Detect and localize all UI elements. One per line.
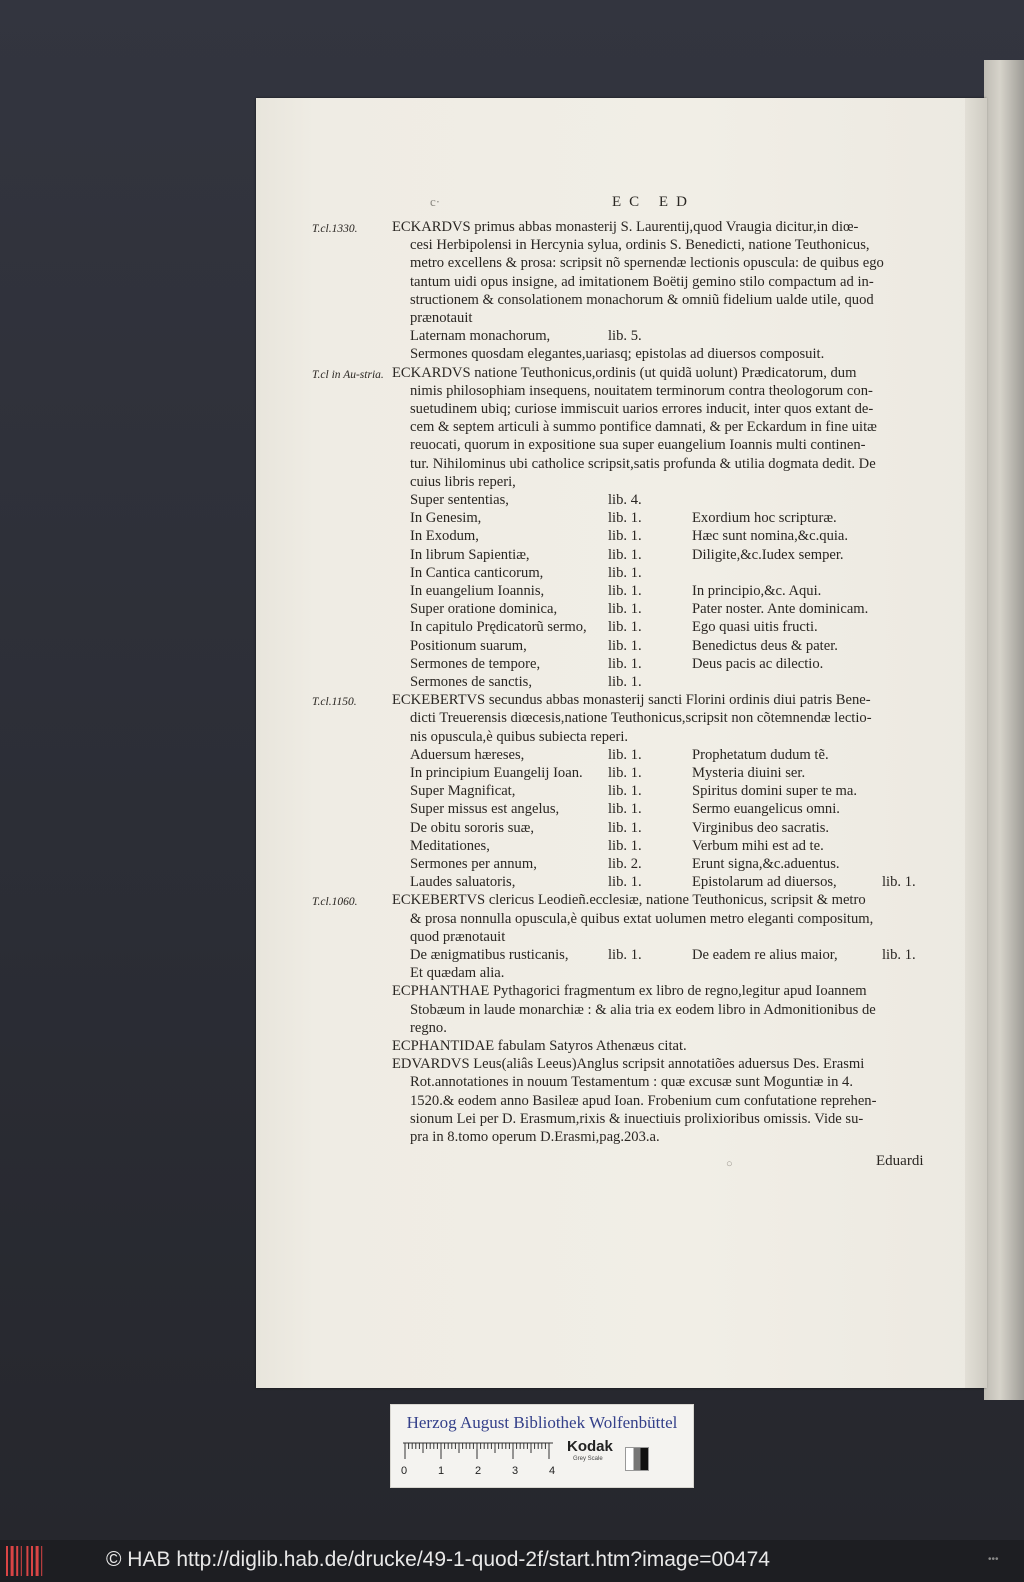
- entry-line: tantum uidi opus insigne, ad imitationem Boëtij gemino stilo compactum ad in-: [410, 273, 874, 290]
- entry-line: dicti Treuerensis diœcesis,natione Teuthonicus,scripsit non cõtemnendæ lectio-: [410, 710, 872, 727]
- book-count: lib. 1.: [608, 874, 642, 891]
- book-count: lib. 1.: [608, 601, 642, 618]
- incipit: Sermo euangelicus omni.: [692, 801, 840, 818]
- work-title: Sermones per annum,: [410, 856, 537, 872]
- entry-line: tur. Nihilominus ubi catholice scripsit,satis profunda & utilia dogmata dedit. De: [410, 455, 876, 472]
- footer-bar: [0, 1540, 1024, 1582]
- entry-line: structionem & consolationem monachorum & omniũ fidelium ualde utile, quod: [410, 291, 874, 308]
- book-count: lib. 1.: [608, 583, 642, 599]
- entry-line: nimis philosophiam insequens, nouitatem terminorum contra theologorum con-: [410, 382, 873, 399]
- entry-line: quod prænotauit: [410, 928, 506, 945]
- ruler-label: 1: [438, 1465, 445, 1477]
- work-title: In principium Euangelij Ioan.: [410, 765, 583, 781]
- book-count-extra: lib. 1.: [882, 947, 916, 963]
- work-title: In Genesim,: [410, 510, 482, 527]
- work-title: Sermones de tempore,: [410, 655, 541, 672]
- entry-line: cesi Herbipolensi in Hercynia sylua, ordinis S. Benedicti, natione Teuthonicus,: [410, 237, 870, 254]
- incipit: Benedictus deus & pater.: [692, 637, 838, 654]
- page-stain-mark: ○: [726, 1158, 733, 1170]
- work-title: Positionum suarum,: [410, 637, 527, 654]
- entry-line: cuius libris reperi,: [410, 473, 516, 490]
- book-count: lib. 1.: [608, 947, 642, 963]
- entry-line: prænotauit: [410, 310, 473, 326]
- work-title: Super oratione dominica,: [410, 601, 558, 618]
- entry-heading-line: ECKEBERTVS clericus Leodieñ.ecclesiæ, natione Teuthonicus, scripsit & metro: [392, 892, 866, 909]
- entry-line: sionum Lei per D. Erasmum,rixis & inuectiuis prolixioribus omissis. Vide su-: [410, 1110, 864, 1127]
- book-count: lib. 1.: [608, 783, 642, 800]
- footer-copyright-url: © HAB http://diglib.hab.de/drucke/49-1-quod-2f/start.htm?image=00474: [106, 1548, 770, 1571]
- incipit: Verbum mihi est ad te.: [692, 837, 824, 854]
- incipit: Mysteria diuini ser.: [692, 765, 806, 781]
- book-count: lib. 1.: [608, 619, 642, 636]
- book-count: lib. 1.: [608, 510, 642, 527]
- book-count: lib. 1.: [608, 564, 642, 581]
- page-mark: c·: [430, 194, 441, 209]
- incipit: Prophetatum dudum tẽ.: [692, 746, 829, 763]
- incipit: Deus pacis ac dilectio.: [692, 655, 824, 672]
- footer-dots: •••: [988, 1554, 999, 1565]
- entry-heading-line: EDVARDVS Leus(aliâs Leeus)Anglus scripsit annotatiões aduersus Des. Erasmi: [392, 1056, 865, 1073]
- entry-line: suetudinem ubiq; curiose immiscuit uarios errores inducit, inter quos extant de-: [410, 401, 874, 417]
- entry-line: Stobæum in laude monarchiæ : & alia tria ex eodem libro in Admonitionibus de: [410, 1001, 876, 1018]
- entry-line: Et quædam alia.: [410, 965, 505, 982]
- book-count: lib. 2.: [608, 856, 642, 872]
- incipit: In principio,&c. Aqui.: [692, 583, 822, 599]
- book-count: lib. 1.: [608, 801, 642, 818]
- book-count: lib. 1.: [608, 674, 642, 690]
- book-count: lib. 4.: [608, 492, 642, 508]
- page-text-extras: [256, 0, 986, 1390]
- incipit: Pater noster. Ante dominicam.: [692, 601, 869, 618]
- work-title: In capitulo Prędicatorũ sermo,: [410, 619, 587, 636]
- incipit: Ego quasi uitis fructi.: [692, 619, 818, 636]
- work-title: De obitu sororis suæ,: [410, 819, 535, 836]
- margin-note: T.cl in Au-stria.: [312, 368, 384, 381]
- book-count: lib. 1.: [608, 819, 642, 836]
- library-name: Herzog August Bibliothek Wolfenbüttel: [406, 1413, 678, 1432]
- book-count: lib. 1.: [608, 837, 642, 854]
- entry-line: regno.: [410, 1019, 447, 1036]
- adjacent-page-edge: [984, 60, 1024, 1400]
- entry-heading-line: ECPHANTHAE Pythagorici fragmentum ex libro de regno,legitur apud Ioannem: [392, 983, 867, 1000]
- margin-note: T.cl.1060.: [312, 896, 358, 909]
- running-head: EC ED: [612, 194, 695, 210]
- book-count: lib. 1.: [608, 528, 642, 545]
- work-title: Super sententias,: [410, 492, 509, 508]
- entry-heading-line: ECPHANTIDAE fabulam Satyros Athenæus citat.: [392, 1038, 687, 1054]
- brand-label: Kodak: [567, 1438, 613, 1455]
- book-count: lib. 1.: [608, 546, 642, 563]
- book-count: lib. 1.: [608, 655, 642, 672]
- work-title: Super missus est angelus,: [410, 801, 560, 818]
- work-title: De ænigmatibus rusticanis,: [410, 947, 569, 963]
- ruler-label: 2: [475, 1465, 482, 1477]
- entry-line: Sermones quosdam elegantes,uariasq; epistolas ad diuersos composuit.: [410, 346, 825, 363]
- work-title: Meditationes,: [410, 837, 490, 854]
- entry-line: cem & septem articuli à summo pontifice damnati, & per Eckardum in fine uitæ: [410, 419, 877, 436]
- ruler-label: 4: [549, 1465, 556, 1477]
- work-title: In Exodum,: [410, 528, 479, 545]
- book-count-extra: lib. 1.: [882, 874, 916, 891]
- incipit: Hæc sunt nomina,&c.quia.: [692, 528, 849, 545]
- grey-scale-swatch: [625, 1447, 649, 1471]
- margin-note: T.cl.1150.: [312, 696, 357, 709]
- brand-sub-label: Grey Scale: [573, 1456, 603, 1462]
- ruler-label: 0: [401, 1465, 408, 1477]
- entry-line: nis opuscula,è quibus subiecta reperi.: [410, 728, 629, 745]
- work-title: Laternam monachorum,: [410, 328, 551, 345]
- barcode-icon: [6, 1546, 50, 1576]
- book-count: lib. 1.: [608, 746, 642, 763]
- entry-line: Rot.annotationes in nouum Testamentum : quæ excusæ sunt Moguntiæ in 4.: [410, 1074, 853, 1091]
- incipit: Erunt signa,&c.aduentus.: [692, 856, 840, 872]
- incipit: Virginibus deo sacratis.: [692, 819, 830, 836]
- entry-heading-line: ECKARDVS natione Teuthonicus,ordinis (ut quidã uolunt) Prædicatorum, dum: [392, 364, 857, 381]
- catchword: Eduardi: [876, 1153, 924, 1169]
- color-reference-card: [390, 1404, 694, 1488]
- entry-line: & prosa nonnulla opuscula,è quibus extat uolumen metro eleganti compositum,: [410, 910, 874, 927]
- entry-heading-line: ECKARDVS primus abbas monasterij S. Laurentij,quod Vraugia dicitur,in diœ-: [392, 219, 859, 235]
- incipit: Spiritus domini super te ma.: [692, 783, 857, 800]
- work-title: In librum Sapientiæ,: [410, 546, 530, 563]
- ruler-label: 3: [512, 1465, 519, 1477]
- work-title: Sermones de sanctis,: [410, 674, 532, 690]
- incipit: Exordium hoc scripturæ.: [692, 510, 837, 527]
- book-count: lib. 5.: [608, 328, 642, 345]
- entry-line: reuocati, quorum in expositione sua super euangelium Ioannis multi continen-: [410, 437, 866, 454]
- work-title: In Cantica canticorum,: [410, 564, 544, 581]
- entry-heading-line: ECKEBERTVS secundus abbas monasterij sancti Florini ordinis diui patris Bene-: [392, 692, 871, 709]
- incipit: Epistolarum ad diuersos,: [692, 874, 837, 891]
- incipit: De eadem re alius maior,: [692, 947, 838, 963]
- book-count: lib. 1.: [608, 765, 642, 781]
- entry-line: metro excellens & prosa: scripsit nõ spernendæ lectionis opuscula: de quibus ego: [410, 255, 884, 272]
- entry-line: pra in 8.tomo operum D.Erasmi,pag.203.a.: [410, 1129, 660, 1145]
- ruler-scale: [403, 1441, 553, 1465]
- entry-line: 1520.& eodem anno Basileæ apud Ioan. Frobenium cum confutatione reprehen-: [410, 1092, 877, 1109]
- margin-note: T.cl.1330.: [312, 223, 358, 235]
- work-title: Super Magnificat,: [410, 783, 516, 800]
- book-count: lib. 1.: [608, 637, 642, 654]
- work-title: Aduersum hæreses,: [410, 746, 525, 763]
- work-title: Laudes saluatoris,: [410, 874, 516, 891]
- incipit: Diligite,&c.Iudex semper.: [692, 546, 844, 563]
- work-title: In euangelium Ioannis,: [410, 583, 545, 599]
